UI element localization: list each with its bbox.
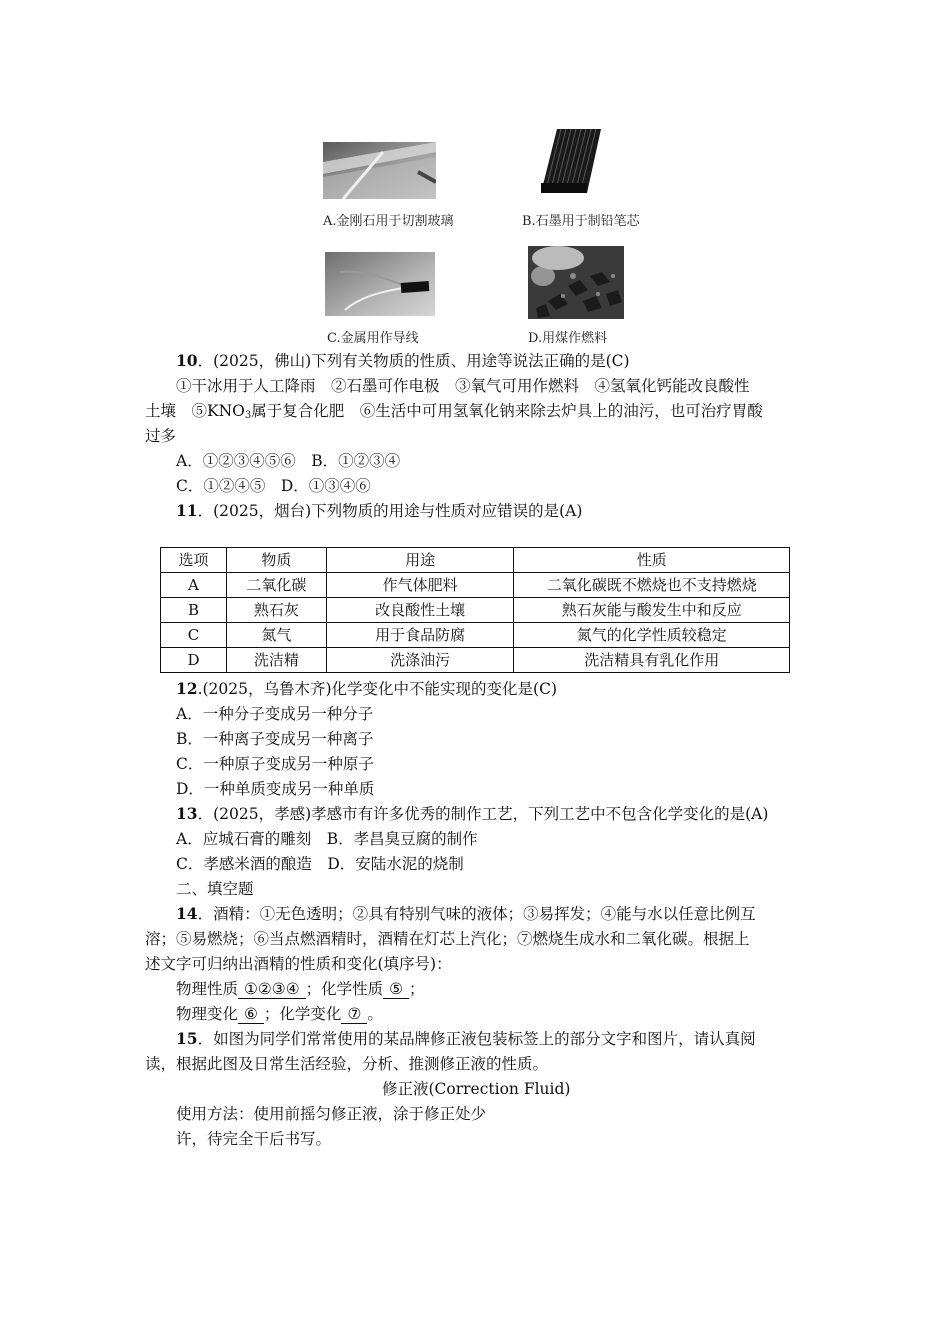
- q12-option-b: B．一种离子变成另一种离子: [176, 730, 374, 748]
- table-cell: 二氧化碳: [226, 573, 326, 598]
- table-cell: 熟石灰能与酸发生中和反应: [514, 598, 790, 623]
- usage-instructions-line1: 使用方法：使用前摇匀修正液，涂于修正处少: [176, 1105, 487, 1123]
- table-cell: B: [161, 598, 227, 623]
- table-row: [161, 573, 790, 598]
- q14-line1: 14．酒精：①无色透明；②具有特别气味的液体；③易挥发；④能与水以任意比例互: [176, 904, 756, 923]
- q13-number: 13: [176, 804, 198, 823]
- table-cell: 用于食品防腐: [326, 623, 514, 648]
- q14-answers-changes: 物理变化 ⑥ ；化学变化 ⑦ 。: [176, 1005, 383, 1023]
- q10-line1: ①干冰用于人工降雨 ②石墨可作电极 ③氧气可用作燃料 ④氢氧化钙能改良酸性: [176, 377, 750, 395]
- table-row: [161, 623, 790, 648]
- q14-line3: 述文字可归纳出酒精的性质和变化(填序号)：: [145, 955, 452, 973]
- table-cell: 洗涤油污: [326, 648, 514, 673]
- q11-number: 11: [176, 501, 198, 520]
- usage-instructions-line2: 许，待完全干后书写。: [176, 1130, 332, 1148]
- q12-option-d: D．一种单质变成另一种单质: [176, 780, 375, 798]
- table-cell: 改良酸性土壤: [326, 598, 514, 623]
- table-header-cell: 用途: [326, 548, 514, 573]
- q14-line2: 溶；⑤易燃烧；⑥当点燃酒精时，酒精在灯芯上汽化；⑦燃烧生成水和二氧化碳。根据上: [145, 930, 750, 948]
- table-cell: 二氧化碳既不燃烧也不支持燃烧: [514, 573, 790, 598]
- figure-b-caption: B.石墨用于制铅笔芯: [522, 214, 640, 229]
- q15-number: 15: [176, 1029, 198, 1048]
- q12-option-a: A．一种分子变成另一种分子: [176, 705, 374, 723]
- q14-answers-properties: 物理性质 ①②③④ ；化学性质 ⑤ ；: [176, 980, 425, 998]
- table-cell: 氮气的化学性质较稳定: [514, 623, 790, 648]
- section-heading: 二、填空题: [176, 880, 254, 898]
- q10-stem: 10．(2025，佛山)下列有关物质的性质、用途等说法正确的是(C): [176, 351, 630, 370]
- q13-options-ab: A．应城石膏的雕刻 B．孝昌臭豆腐的制作: [176, 830, 478, 848]
- physical-property-answer-blank: ①②③④: [238, 980, 306, 999]
- table-header-row: [161, 548, 790, 573]
- physical-change-answer-blank: ⑥: [238, 1005, 264, 1024]
- table-cell: 氮气: [226, 623, 326, 648]
- q13-options-cd: C．孝感米酒的酿造 D．安陆水泥的烧制: [176, 855, 464, 873]
- table-cell: 洗洁精: [226, 648, 326, 673]
- q12-option-c: C．一种原子变成另一种原子: [176, 755, 374, 773]
- diamond-cutting-glass-photo: [323, 142, 436, 199]
- burning-coal-photo: [528, 246, 624, 319]
- q10-number: 10: [176, 351, 198, 370]
- table-header-cell: 物质: [226, 548, 326, 573]
- figure-a-caption: A.金刚石用于切割玻璃: [323, 214, 454, 229]
- chemical-change-answer-blank: ⑦: [341, 1005, 367, 1024]
- table-cell: A: [161, 573, 227, 598]
- table-header-cell: 选项: [161, 548, 227, 573]
- correction-fluid-label-title: 修正液(Correction Fluid): [382, 1080, 571, 1098]
- q14-number: 14: [176, 904, 198, 923]
- q15-line2: 读，根据此图及日常生活经验，分析、推测修正液的性质。: [145, 1055, 549, 1073]
- table-cell: 熟石灰: [226, 598, 326, 623]
- figure-d-caption: D.用煤作燃料: [528, 331, 608, 346]
- q15-line1: 15．如图为同学们常常使用的某品牌修正液包装标签上的部分文字和图片，请认真阅: [176, 1029, 756, 1048]
- table-row: [161, 648, 790, 673]
- q13-stem: 13．(2025，孝感)孝感市有许多优秀的制作工艺，下列工艺中不包含化学变化的是(A): [176, 804, 769, 823]
- q12-number: 12: [176, 679, 198, 698]
- q10-options-cd: C．①②④⑤ D．①③④⑥: [176, 477, 371, 495]
- table-header-cell: 性质: [514, 548, 790, 573]
- q11-table: [160, 547, 790, 673]
- q11-stem: 11．(2025，烟台)下列物质的用途与性质对应错误的是(A): [176, 501, 583, 520]
- graphite-pencil-leads-photo: [535, 125, 605, 197]
- q12-stem: 12.(2025，乌鲁木齐)化学变化中不能实现的变化是(C): [176, 679, 558, 698]
- table-cell: 作气体肥料: [326, 573, 514, 598]
- table-cell: 洗洁精具有乳化作用: [514, 648, 790, 673]
- metal-wire-photo: [325, 252, 435, 316]
- q10-line3: 过多: [145, 427, 177, 445]
- table-cell: C: [161, 623, 227, 648]
- figure-c-caption: C.金属用作导线: [327, 331, 419, 346]
- q10-options-ab: A．①②③④⑤⑥ B．①②③④: [176, 452, 401, 470]
- table-row: [161, 598, 790, 623]
- chemical-property-answer-blank: ⑤: [383, 980, 409, 999]
- table-cell: D: [161, 648, 227, 673]
- q10-line2: 土壤 $⑤KNO_3$属于复合化肥 ⑥生活中可用氢氧化钠来除去炉具上的油污，也可治疗胃酸: [145, 402, 763, 421]
